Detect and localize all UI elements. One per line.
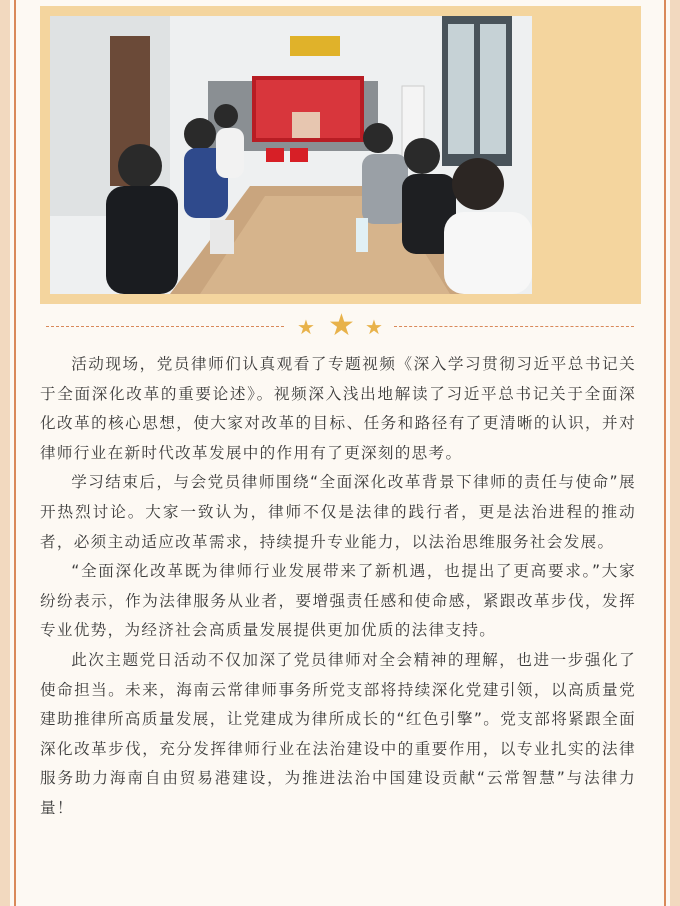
paragraph-1: 活动现场，党员律师们认真观看了专题视频《深入学习贯彻习近平总书记关于全面深化改革的重要论述》。视频深入浅出地解读了习近平总书记关于全面深化改革的核心思想，使大家对改革的目标、任务和路径有了更清晰的认识，并对律师行业在新时代改革发展中的作用有了更深刻的思考。 (40, 355, 636, 462)
left-border-band (0, 0, 10, 906)
left-border-line (14, 0, 16, 906)
divider-line-left (46, 326, 284, 327)
star-icon: ★ (297, 315, 315, 339)
meeting-room-illustration (50, 16, 532, 294)
meeting-photo (50, 16, 532, 294)
paragraph-4: 此次主题党日活动不仅加深了党员律师对全会精神的理解，也进一步强化了使命担当。未来，海南云常律师事务所党支部将持续深化党建引领，以高质量党建助推律所高质量发展，让党建成为律所成长的“红色引擎”。党支部将紧跟全面深化改革步伐，充分发挥律师行业在法治建设中的重要作用，以专业扎实的法律服务助力海南自由贸易港建设，为推进法治中国建设贡献“云常智慧”与法律力量！ (40, 650, 636, 817)
article-body (40, 350, 636, 824)
right-border-band (670, 0, 680, 906)
paragraph-2: 学习结束后，与会党员律师围绕“全面深化改革背景下律师的责任与使命”展开热烈讨论。大家一致认为，律师不仅是法律的践行者，更是法治进程的推动者，必须主动适应改革需求，持续提升专业能力，以法治思维服务社会发展。 (40, 473, 636, 551)
paragraph-3: “全面深化改革既为律师行业发展带来了新机遇，也提出了更高要求。”大家纷纷表示，作为法律服务从业者，要增强责任感和使命感，紧跟改革步伐，发挥专业优势，为经济社会高质量发展提供更加优质的法律支持。 (40, 562, 636, 640)
divider-line-right (394, 326, 634, 327)
star-icon: ★ (365, 315, 383, 339)
right-border-line (664, 0, 666, 906)
star-icon: ★ (328, 308, 355, 343)
